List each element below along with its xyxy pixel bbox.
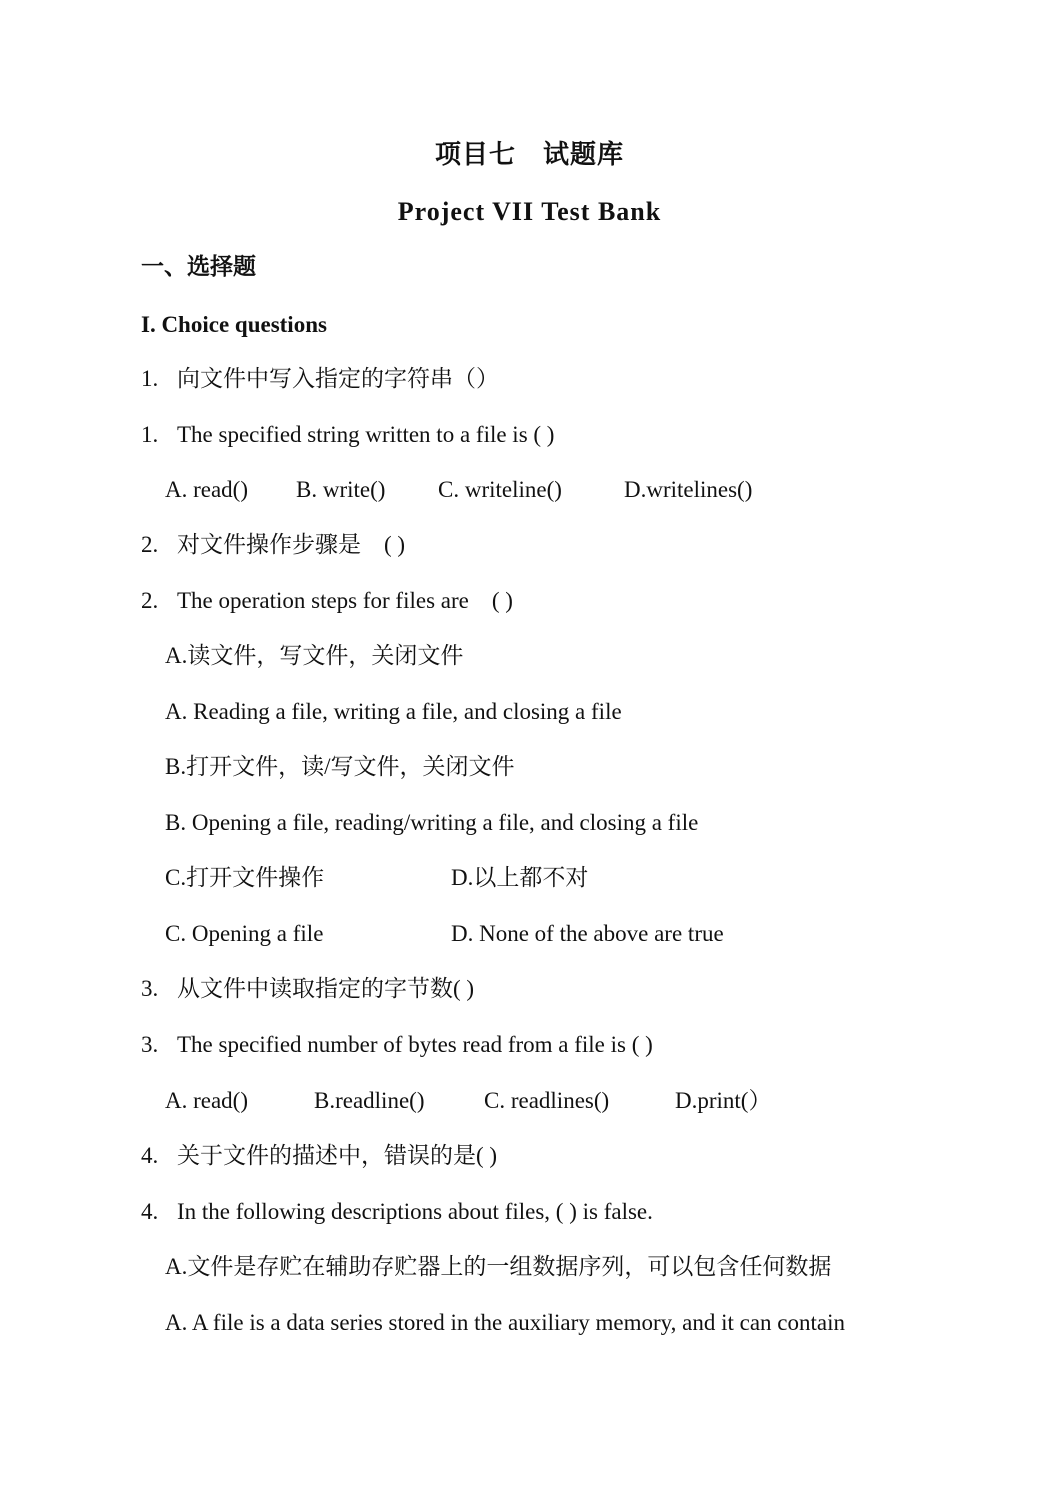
- q1-option-b: B. write(): [296, 477, 386, 502]
- question-number: 3.: [141, 1032, 159, 1057]
- question-4-english: [141, 1197, 653, 1227]
- q2-option-c-chinese: C.打开文件操作: [165, 865, 325, 890]
- question-3-english: [141, 1030, 653, 1060]
- question-text: In the following descriptions about files, ( ) is false.: [177, 1199, 653, 1224]
- question-2-chinese: [141, 530, 405, 560]
- question-1-chinese: [141, 364, 499, 394]
- question-2-english: [141, 586, 513, 616]
- q4-option-a-chinese: A.文件是存贮在辅助存贮器上的一组数据序列，可以包含任何数据: [165, 1254, 832, 1279]
- title-chinese: 项目七 试题库: [434, 140, 624, 169]
- section-heading-english: I. Choice questions: [141, 312, 327, 337]
- question-number: 4.: [141, 1143, 159, 1168]
- title-english: Project VII Test Bank: [397, 197, 662, 226]
- question-number: 4.: [141, 1199, 159, 1224]
- q1-option-a: A. read(): [165, 477, 249, 502]
- question-number: 1.: [141, 366, 159, 391]
- question-3-chinese: [141, 974, 474, 1004]
- question-text: 对文件操作步骤是 ( ): [177, 532, 406, 557]
- question-text: 关于文件的描述中，错误的是( ): [177, 1143, 498, 1168]
- q3-option-c: C. readlines(): [484, 1088, 610, 1113]
- q2-option-a-english: A. Reading a file, writing a file, and closing a file: [165, 699, 622, 724]
- q1-option-c: C. writeline(): [438, 477, 562, 502]
- q2-option-d-english: D. None of the above are true: [451, 921, 724, 946]
- question-text: 向文件中写入指定的字符串（）: [177, 366, 499, 391]
- question-1-english: [141, 420, 554, 450]
- question-number: 1.: [141, 422, 159, 447]
- question-text: The specified number of bytes read from a file is ( ): [177, 1032, 653, 1057]
- question-4-chinese: [141, 1141, 497, 1171]
- q1-option-d: D.writelines(): [624, 477, 753, 502]
- question-number: 2.: [141, 532, 159, 557]
- question-text: 从文件中读取指定的字节数( ): [177, 976, 475, 1001]
- question-number: 3.: [141, 976, 159, 1001]
- q2-option-b-chinese: B.打开文件，读/写文件，关闭文件: [165, 754, 515, 779]
- q2-option-d-chinese: D.以上都不对: [451, 865, 589, 890]
- q2-option-b-english: B. Opening a file, reading/writing a file, and closing a file: [165, 810, 699, 835]
- q2-option-c-english: C. Opening a file: [165, 921, 324, 946]
- q3-option-d: D.print(）: [675, 1088, 772, 1113]
- q4-option-a-english: A. A file is a data series stored in the auxiliary memory, and it can contain: [165, 1310, 846, 1335]
- q3-option-a: A. read(): [165, 1088, 249, 1113]
- section-heading-chinese: 一、选择题: [141, 254, 256, 279]
- q3-option-b: B.readline(): [314, 1088, 425, 1113]
- question-text: The specified string written to a file is ( ): [177, 422, 555, 447]
- q2-option-a-chinese: A.读文件，写文件，关闭文件: [165, 643, 464, 668]
- question-text: The operation steps for files are ( ): [177, 588, 513, 613]
- question-number: 2.: [141, 588, 159, 613]
